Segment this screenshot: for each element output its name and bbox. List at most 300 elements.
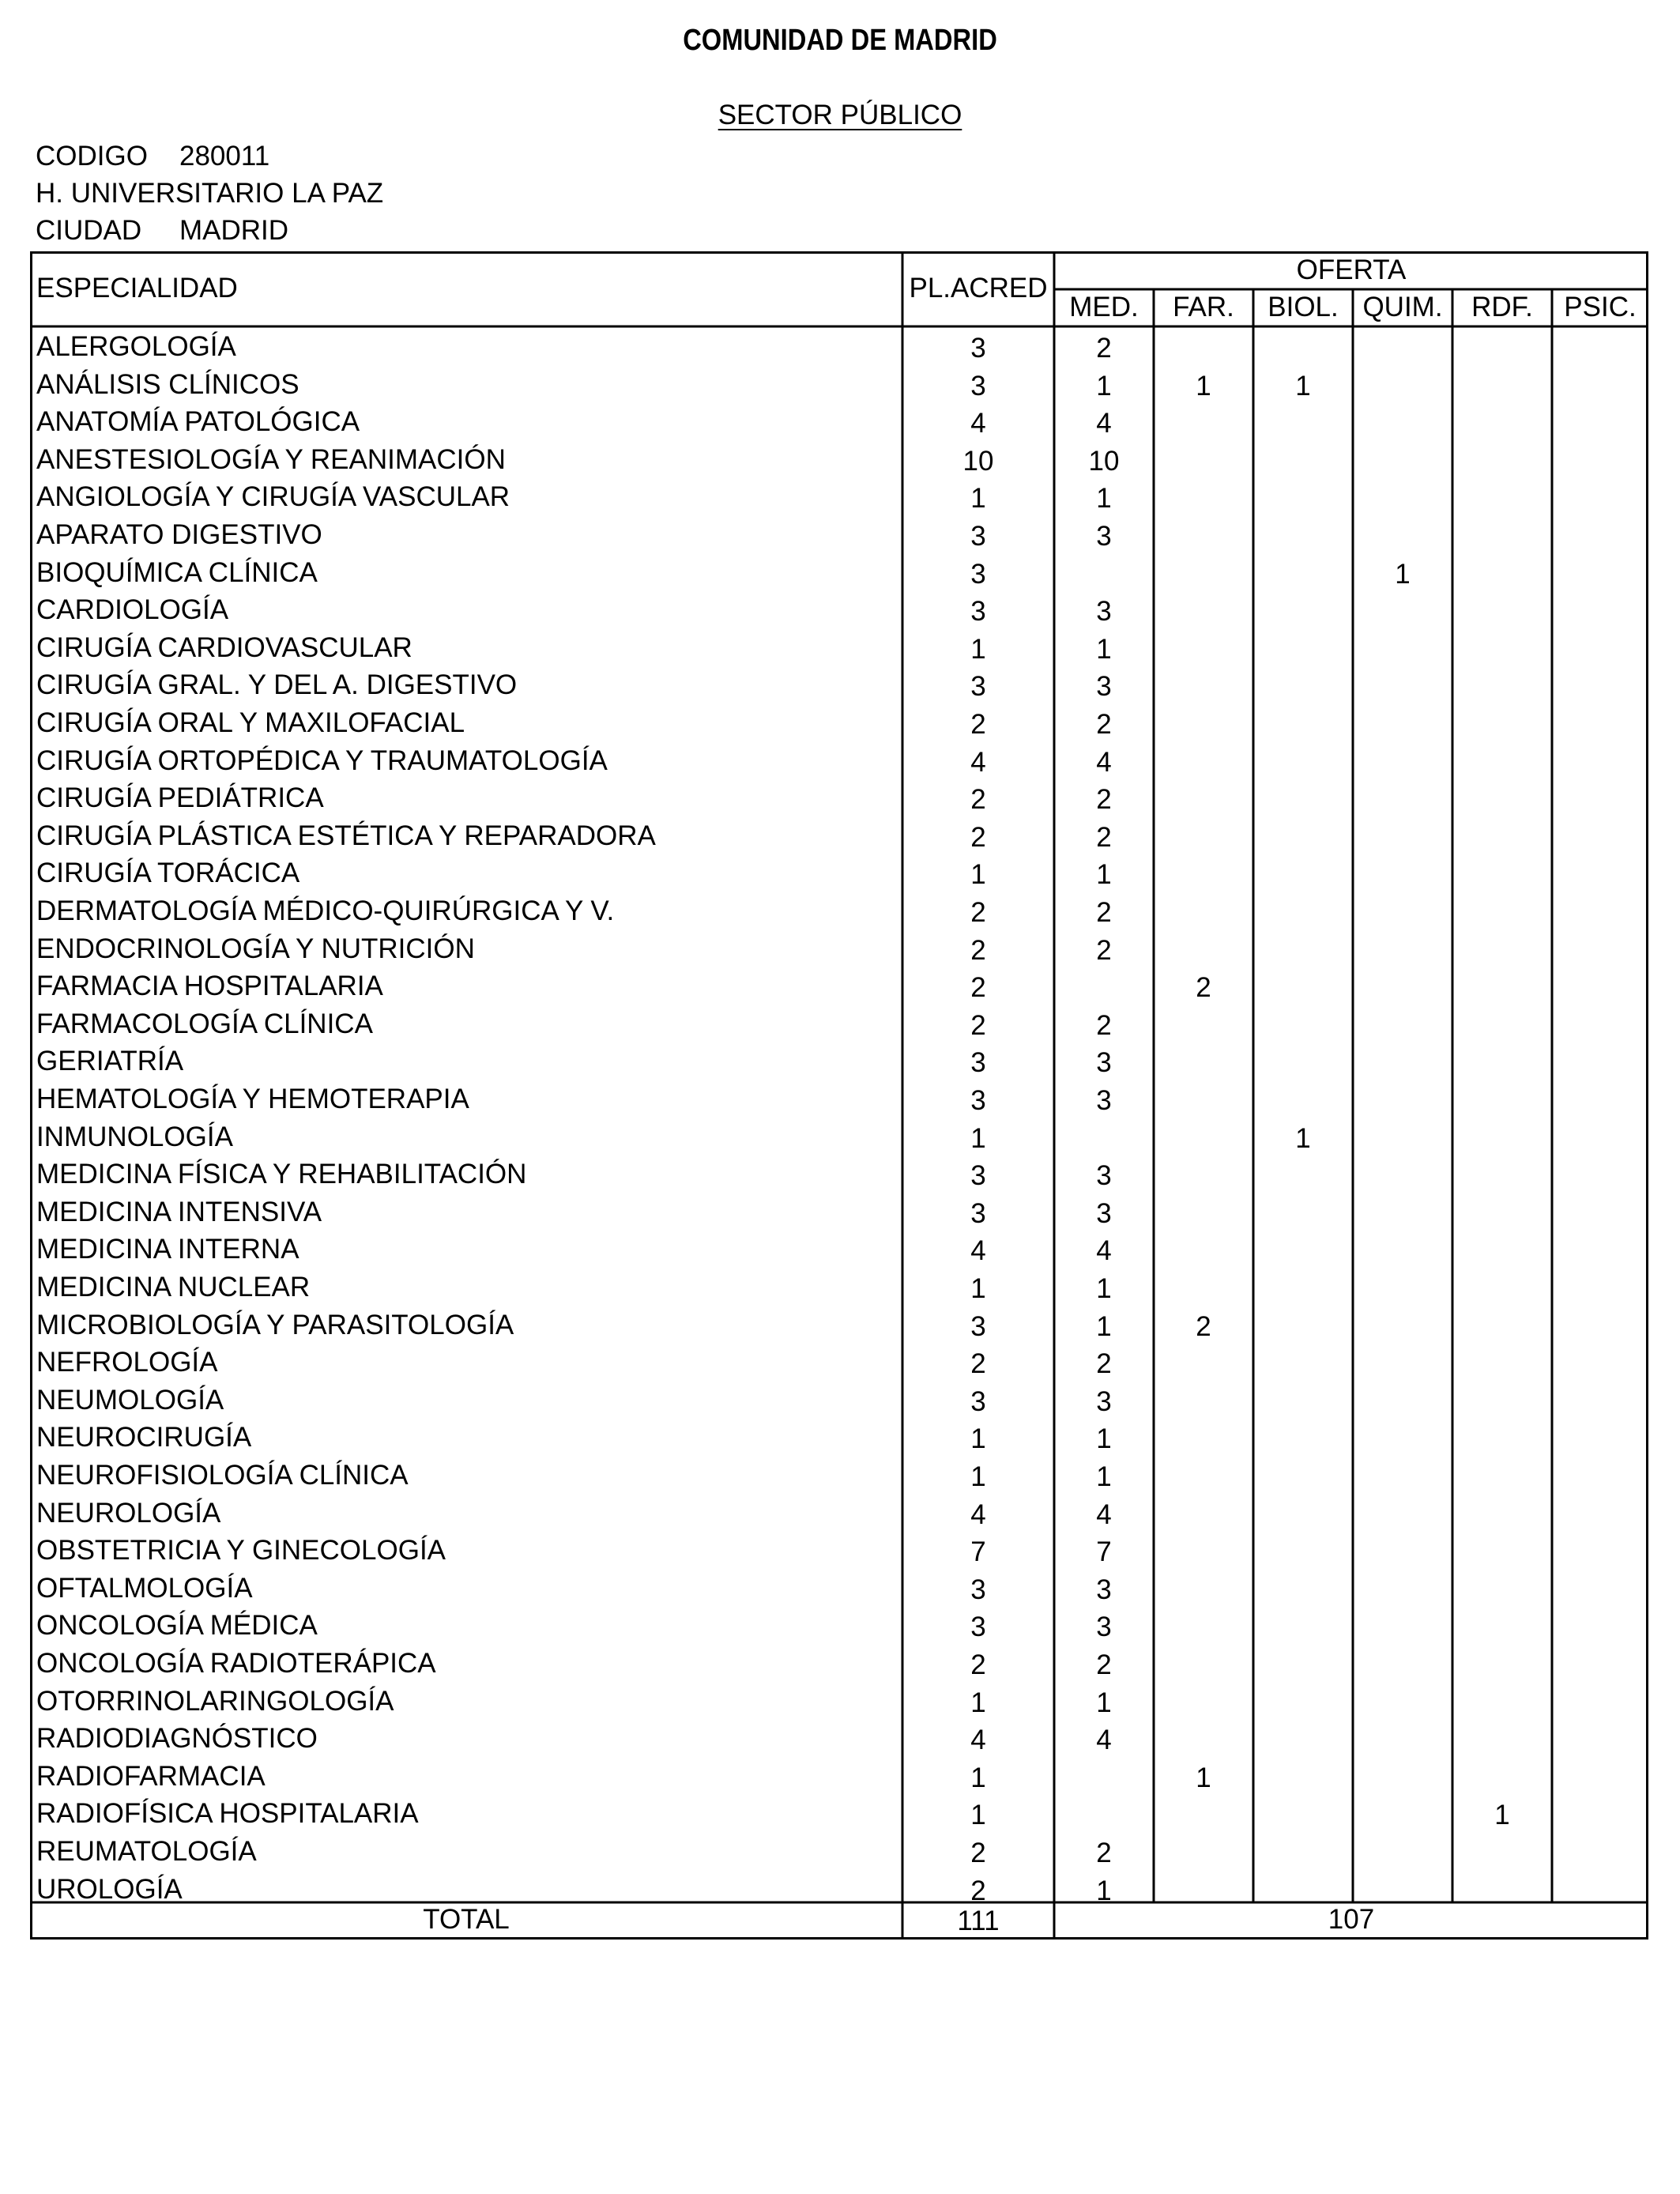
row-psic — [1552, 1571, 1648, 1609]
row-quim — [1353, 1759, 1452, 1797]
row-pl: 3 — [970, 1047, 986, 1079]
row-biol — [1253, 1834, 1353, 1872]
row-biol — [1253, 1608, 1353, 1646]
row-rdf — [1452, 668, 1552, 706]
row-pl: 4 — [970, 1498, 986, 1530]
row-far — [1154, 1420, 1253, 1458]
row-quim — [1353, 1082, 1452, 1120]
row-pl: 10 — [962, 445, 994, 477]
row-rdf — [1452, 1383, 1552, 1421]
row-pl: 2 — [970, 1348, 986, 1380]
row-quim — [1353, 781, 1452, 819]
row-psic — [1552, 1684, 1648, 1722]
row-especialidad: ONCOLOGÍA MÉDICA — [36, 1610, 318, 1642]
row-especialidad: DERMATOLOGÍA MÉDICO-QUIRÚRGICA Y V. — [36, 895, 615, 926]
row-med: 2 — [1096, 934, 1112, 966]
row-biol — [1253, 1232, 1353, 1270]
row-especialidad: NEUROFISIOLOGÍA CLÍNICA — [36, 1460, 409, 1491]
row-rdf — [1452, 781, 1552, 819]
row-especialidad: INMUNOLOGÍA — [36, 1121, 233, 1152]
row-pl: 3 — [970, 558, 986, 590]
row-far — [1154, 1082, 1253, 1120]
row-psic — [1552, 1721, 1648, 1759]
row-biol — [1253, 1157, 1353, 1195]
row-med: 1 — [1096, 483, 1112, 515]
header-psic: PSIC. — [1564, 292, 1637, 322]
row-far — [1154, 1608, 1253, 1646]
row-pl: 3 — [970, 1197, 986, 1229]
row-med: 2 — [1096, 1649, 1112, 1680]
row-biol — [1253, 1721, 1353, 1759]
row-far — [1154, 405, 1253, 443]
row-med: 1 — [1096, 1273, 1112, 1304]
row-far — [1154, 706, 1253, 744]
row-especialidad: ANESTESIOLOGÍA Y REANIMACIÓN — [36, 443, 506, 475]
row-med: 2 — [1096, 1838, 1112, 1868]
row-pl: 3 — [970, 521, 986, 552]
row-rdf — [1452, 405, 1552, 443]
row-quim — [1353, 1796, 1452, 1834]
row-especialidad: RADIOFARMACIA — [36, 1760, 266, 1792]
row-med: 1 — [1096, 1875, 1112, 1906]
row-psic — [1552, 518, 1648, 556]
row-quim — [1353, 1007, 1452, 1045]
row-quim — [1353, 518, 1452, 556]
row-biol — [1253, 706, 1353, 744]
row-far — [1154, 518, 1253, 556]
row-rdf — [1452, 480, 1552, 518]
row-psic — [1552, 1345, 1648, 1383]
row-pl: 1 — [970, 633, 986, 665]
row-biol — [1253, 1195, 1353, 1233]
row-especialidad: MEDICINA FÍSICA Y REHABILITACIÓN — [36, 1159, 527, 1190]
row-rdf — [1452, 1684, 1552, 1722]
row-pl: 1 — [970, 1122, 986, 1154]
row-pl: 3 — [970, 1085, 986, 1116]
row-pl: 4 — [970, 746, 986, 778]
row-especialidad: CIRUGÍA GRAL. Y DEL A. DIGESTIVO — [36, 669, 518, 701]
row-rdf — [1452, 631, 1552, 669]
row-especialidad: NEUROLOGÍA — [36, 1497, 221, 1529]
row-psic — [1552, 1608, 1648, 1646]
row-rdf — [1452, 1044, 1552, 1082]
row-especialidad: MEDICINA NUCLEAR — [36, 1272, 311, 1302]
row-far — [1154, 1232, 1253, 1270]
row-quim — [1353, 668, 1452, 706]
document-title: COMUNIDAD DE MADRID — [683, 24, 997, 57]
row-biol: 1 — [1295, 370, 1311, 401]
row-far — [1154, 819, 1253, 857]
row-quim — [1353, 1420, 1452, 1458]
row-rdf — [1452, 894, 1552, 932]
row-rdf — [1452, 1157, 1552, 1195]
specialty-table — [30, 251, 1648, 1940]
row-quim — [1353, 1458, 1452, 1496]
row-biol — [1253, 330, 1353, 368]
row-far — [1154, 1157, 1253, 1195]
row-rdf — [1452, 556, 1552, 594]
row-psic — [1552, 1195, 1648, 1233]
row-psic — [1552, 1383, 1648, 1421]
row-quim — [1353, 368, 1452, 405]
row-pl: 2 — [970, 897, 986, 928]
row-far — [1154, 1270, 1253, 1308]
row-med: 1 — [1096, 1461, 1112, 1492]
row-especialidad: NEFROLOGÍA — [36, 1347, 218, 1378]
row-med: 7 — [1096, 1536, 1112, 1568]
row-pl: 3 — [970, 1160, 986, 1192]
header-far: FAR. — [1173, 292, 1234, 322]
row-rdf — [1452, 1721, 1552, 1759]
header-placred: PL.ACRED — [909, 273, 1048, 303]
row-especialidad: OTORRINOLARINGOLOGÍA — [36, 1685, 394, 1717]
row-biol — [1253, 1345, 1353, 1383]
row-especialidad: CARDIOLOGÍA — [36, 594, 229, 626]
sector-label: SECTOR PÚBLICO — [718, 100, 962, 130]
row-especialidad: CIRUGÍA ORAL Y MAXILOFACIAL — [36, 707, 465, 738]
row-med: 3 — [1096, 1047, 1112, 1079]
row-quim — [1353, 969, 1452, 1007]
row-quim — [1353, 1834, 1452, 1872]
row-psic — [1552, 556, 1648, 594]
row-far — [1154, 330, 1253, 368]
row-psic — [1552, 1496, 1648, 1534]
row-pl: 2 — [970, 1009, 986, 1041]
row-med: 2 — [1096, 897, 1112, 928]
row-pl: 3 — [970, 370, 986, 401]
row-rdf — [1452, 1571, 1552, 1609]
row-biol — [1253, 1759, 1353, 1797]
row-biol — [1253, 556, 1353, 594]
row-especialidad: FARMACOLOGÍA CLÍNICA — [36, 1008, 373, 1039]
row-especialidad: BIOQUÍMICA CLÍNICA — [36, 556, 318, 588]
row-rdf — [1452, 1308, 1552, 1346]
row-far — [1154, 932, 1253, 970]
row-med: 2 — [1096, 709, 1112, 740]
row-psic — [1552, 1082, 1648, 1120]
row-pl: 2 — [970, 821, 986, 853]
row-biol — [1253, 781, 1353, 819]
header-quim: QUIM. — [1362, 292, 1443, 322]
row-especialidad: OBSTETRICIA Y GINECOLOGÍA — [36, 1535, 446, 1566]
row-far — [1154, 443, 1253, 481]
row-especialidad: OFTALMOLOGÍA — [36, 1572, 253, 1604]
total-label: TOTAL — [423, 1904, 510, 1935]
row-rdf — [1452, 1496, 1552, 1534]
row-rdf: 1 — [1494, 1800, 1510, 1831]
row-quim — [1353, 1345, 1452, 1383]
row-biol — [1253, 856, 1353, 894]
row-rdf — [1452, 1195, 1552, 1233]
row-rdf — [1452, 593, 1552, 631]
row-rdf — [1452, 1082, 1552, 1120]
row-quim — [1353, 856, 1452, 894]
row-quim — [1353, 1721, 1452, 1759]
city-label: CIUDAD — [36, 215, 142, 246]
row-psic — [1552, 1157, 1648, 1195]
row-far — [1154, 1646, 1253, 1684]
row-med: 3 — [1096, 1197, 1112, 1229]
row-pl: 4 — [970, 1235, 986, 1267]
row-far — [1154, 668, 1253, 706]
row-far — [1154, 1834, 1253, 1872]
row-rdf — [1452, 1270, 1552, 1308]
row-quim — [1353, 1383, 1452, 1421]
row-especialidad: GERIATRÍA — [36, 1046, 184, 1077]
row-pl: 2 — [970, 784, 986, 816]
row-med: 1 — [1096, 1310, 1112, 1342]
row-far: 1 — [1196, 370, 1211, 401]
row-especialidad: REUMATOLOGÍA — [36, 1836, 257, 1867]
row-psic — [1552, 1308, 1648, 1346]
row-pl: 3 — [970, 1612, 986, 1643]
row-pl: 1 — [970, 483, 986, 515]
row-psic — [1552, 1420, 1648, 1458]
city-line — [36, 215, 289, 247]
row-biol — [1253, 1646, 1353, 1684]
row-psic — [1552, 1120, 1648, 1158]
row-quim — [1353, 1232, 1452, 1270]
row-far: 2 — [1196, 1310, 1211, 1342]
row-quim — [1353, 443, 1452, 481]
row-biol: 1 — [1295, 1122, 1311, 1154]
row-far — [1154, 744, 1253, 782]
row-biol — [1253, 1420, 1353, 1458]
row-med: 3 — [1096, 1085, 1112, 1116]
row-med: 2 — [1096, 1009, 1112, 1041]
row-pl: 1 — [970, 1687, 986, 1718]
row-psic — [1552, 1796, 1648, 1834]
row-med: 2 — [1096, 784, 1112, 816]
row-med — [1054, 556, 1154, 594]
row-far — [1154, 1007, 1253, 1045]
row-especialidad: ANGIOLOGÍA Y CIRUGÍA VASCULAR — [36, 481, 510, 513]
row-biol — [1253, 1044, 1353, 1082]
row-rdf — [1452, 1759, 1552, 1797]
row-med: 3 — [1096, 1160, 1112, 1192]
row-med: 3 — [1096, 521, 1112, 552]
row-rdf — [1452, 969, 1552, 1007]
row-far — [1154, 894, 1253, 932]
row-biol — [1253, 1496, 1353, 1534]
row-psic — [1552, 443, 1648, 481]
row-biol — [1253, 1571, 1353, 1609]
row-biol — [1253, 1533, 1353, 1571]
row-quim — [1353, 1684, 1452, 1722]
row-quim — [1353, 1571, 1452, 1609]
row-especialidad: UROLOGÍA — [36, 1873, 183, 1905]
code-label: CODIGO — [36, 141, 148, 172]
row-psic — [1552, 706, 1648, 744]
row-rdf — [1452, 1533, 1552, 1571]
row-quim: 1 — [1395, 558, 1411, 590]
row-quim — [1353, 1646, 1452, 1684]
total-oferta: 107 — [1328, 1904, 1375, 1935]
row-rdf — [1452, 1646, 1552, 1684]
row-especialidad: ONCOLOGÍA RADIOTERÁPICA — [36, 1648, 436, 1679]
row-psic — [1552, 1044, 1648, 1082]
row-psic — [1552, 593, 1648, 631]
row-quim — [1353, 1120, 1452, 1158]
row-especialidad: ENDOCRINOLOGÍA Y NUTRICIÓN — [36, 933, 475, 964]
header-biol: BIOL. — [1268, 292, 1339, 322]
row-far — [1154, 856, 1253, 894]
row-psic — [1552, 1007, 1648, 1045]
row-psic — [1552, 744, 1648, 782]
row-biol — [1253, 593, 1353, 631]
row-especialidad: CIRUGÍA PLÁSTICA ESTÉTICA Y REPARADORA — [36, 820, 656, 851]
row-pl: 2 — [970, 934, 986, 966]
row-biol — [1253, 1308, 1353, 1346]
row-pl: 3 — [970, 596, 986, 628]
row-quim — [1353, 1157, 1452, 1195]
total-placred: 111 — [957, 1906, 1000, 1936]
row-biol — [1253, 1684, 1353, 1722]
row-quim — [1353, 894, 1452, 932]
row-med: 4 — [1096, 408, 1112, 439]
code-line — [36, 141, 270, 172]
row-far — [1154, 1120, 1253, 1158]
row-far — [1154, 556, 1253, 594]
header-med: MED. — [1069, 292, 1139, 322]
row-far — [1154, 1796, 1253, 1834]
row-psic — [1552, 781, 1648, 819]
row-rdf — [1452, 1120, 1552, 1158]
row-quim — [1353, 706, 1452, 744]
row-especialidad: FARMACIA HOSPITALARIA — [36, 971, 383, 1002]
row-psic — [1552, 1834, 1648, 1872]
row-psic — [1552, 969, 1648, 1007]
row-especialidad: ALERGOLOGÍA — [36, 331, 236, 362]
row-biol — [1253, 744, 1353, 782]
row-quim — [1353, 1195, 1452, 1233]
row-biol — [1253, 480, 1353, 518]
row-far — [1154, 593, 1253, 631]
row-pl: 4 — [970, 408, 986, 439]
row-especialidad: RADIOFÍSICA HOSPITALARIA — [36, 1798, 419, 1830]
row-especialidad: CIRUGÍA TORÁCICA — [36, 858, 300, 889]
row-med: 3 — [1096, 671, 1112, 703]
row-psic — [1552, 330, 1648, 368]
row-pl: 1 — [970, 1273, 986, 1304]
row-quim — [1353, 744, 1452, 782]
row-especialidad: MICROBIOLOGÍA Y PARASITOLOGÍA — [36, 1309, 514, 1340]
row-especialidad: RADIODIAGNÓSTICO — [36, 1723, 318, 1755]
row-far — [1154, 781, 1253, 819]
row-med: 3 — [1096, 1574, 1112, 1605]
row-far — [1154, 1533, 1253, 1571]
row-biol — [1253, 819, 1353, 857]
row-psic — [1552, 631, 1648, 669]
row-especialidad: CIRUGÍA CARDIOVASCULAR — [36, 631, 412, 663]
row-pl: 2 — [970, 972, 986, 1004]
row-quim — [1353, 1044, 1452, 1082]
row-med: 3 — [1096, 1612, 1112, 1643]
row-rdf — [1452, 1458, 1552, 1496]
row-med: 10 — [1088, 445, 1120, 477]
row-rdf — [1452, 368, 1552, 405]
row-med: 4 — [1096, 1725, 1112, 1756]
row-quim — [1353, 405, 1452, 443]
row-pl: 3 — [970, 1310, 986, 1342]
row-psic — [1552, 480, 1648, 518]
row-pl: 1 — [970, 1762, 986, 1793]
row-rdf — [1452, 518, 1552, 556]
row-pl: 1 — [970, 1800, 986, 1831]
sector-heading — [0, 100, 1680, 131]
row-med: 1 — [1096, 859, 1112, 891]
row-rdf — [1452, 1345, 1552, 1383]
row-biol — [1253, 518, 1353, 556]
row-especialidad: CIRUGÍA PEDIÁTRICA — [36, 782, 324, 814]
row-especialidad: APARATO DIGESTIVO — [36, 519, 322, 550]
row-biol — [1253, 894, 1353, 932]
row-med: 1 — [1096, 633, 1112, 665]
row-rdf — [1452, 819, 1552, 857]
row-biol — [1253, 668, 1353, 706]
row-med: 2 — [1096, 821, 1112, 853]
row-far — [1154, 1684, 1253, 1722]
row-med: 3 — [1096, 596, 1112, 628]
row-biol — [1253, 1082, 1353, 1120]
row-psic — [1552, 894, 1648, 932]
header-especialidad: ESPECIALIDAD — [36, 273, 238, 303]
row-especialidad: ANÁLISIS CLÍNICOS — [36, 368, 299, 400]
row-pl: 7 — [970, 1536, 986, 1568]
city-value: MADRID — [179, 215, 289, 246]
row-psic — [1552, 368, 1648, 405]
row-quim — [1353, 1496, 1452, 1534]
row-biol — [1253, 1007, 1353, 1045]
row-pl: 3 — [970, 671, 986, 703]
row-especialidad: NEUMOLOGÍA — [36, 1384, 224, 1416]
row-far — [1154, 1721, 1253, 1759]
row-especialidad: MEDICINA INTERNA — [36, 1234, 299, 1265]
row-psic — [1552, 1458, 1648, 1496]
row-med: 2 — [1096, 1348, 1112, 1380]
row-med: 2 — [1096, 333, 1112, 364]
row-psic — [1552, 819, 1648, 857]
row-psic — [1552, 1270, 1648, 1308]
row-rdf — [1452, 443, 1552, 481]
row-rdf — [1452, 1608, 1552, 1646]
row-med: 4 — [1096, 1498, 1112, 1530]
row-quim — [1353, 1608, 1452, 1646]
row-quim — [1353, 593, 1452, 631]
row-pl: 1 — [970, 1461, 986, 1492]
row-pl: 3 — [970, 1385, 986, 1417]
row-rdf — [1452, 932, 1552, 970]
row-biol — [1253, 932, 1353, 970]
row-far — [1154, 1458, 1253, 1496]
row-quim — [1353, 932, 1452, 970]
row-biol — [1253, 1796, 1353, 1834]
row-rdf — [1452, 706, 1552, 744]
row-far — [1154, 631, 1253, 669]
row-quim — [1353, 631, 1452, 669]
row-quim — [1353, 1533, 1452, 1571]
row-rdf — [1452, 330, 1552, 368]
row-especialidad: ANATOMÍA PATOLÓGICA — [36, 406, 360, 438]
row-quim — [1353, 480, 1452, 518]
row-psic — [1552, 1232, 1648, 1270]
row-far: 1 — [1196, 1762, 1211, 1793]
row-psic — [1552, 405, 1648, 443]
row-med — [1054, 1796, 1154, 1834]
row-med — [1054, 1759, 1154, 1797]
row-med: 1 — [1096, 1687, 1112, 1718]
row-med: 3 — [1096, 1385, 1112, 1417]
